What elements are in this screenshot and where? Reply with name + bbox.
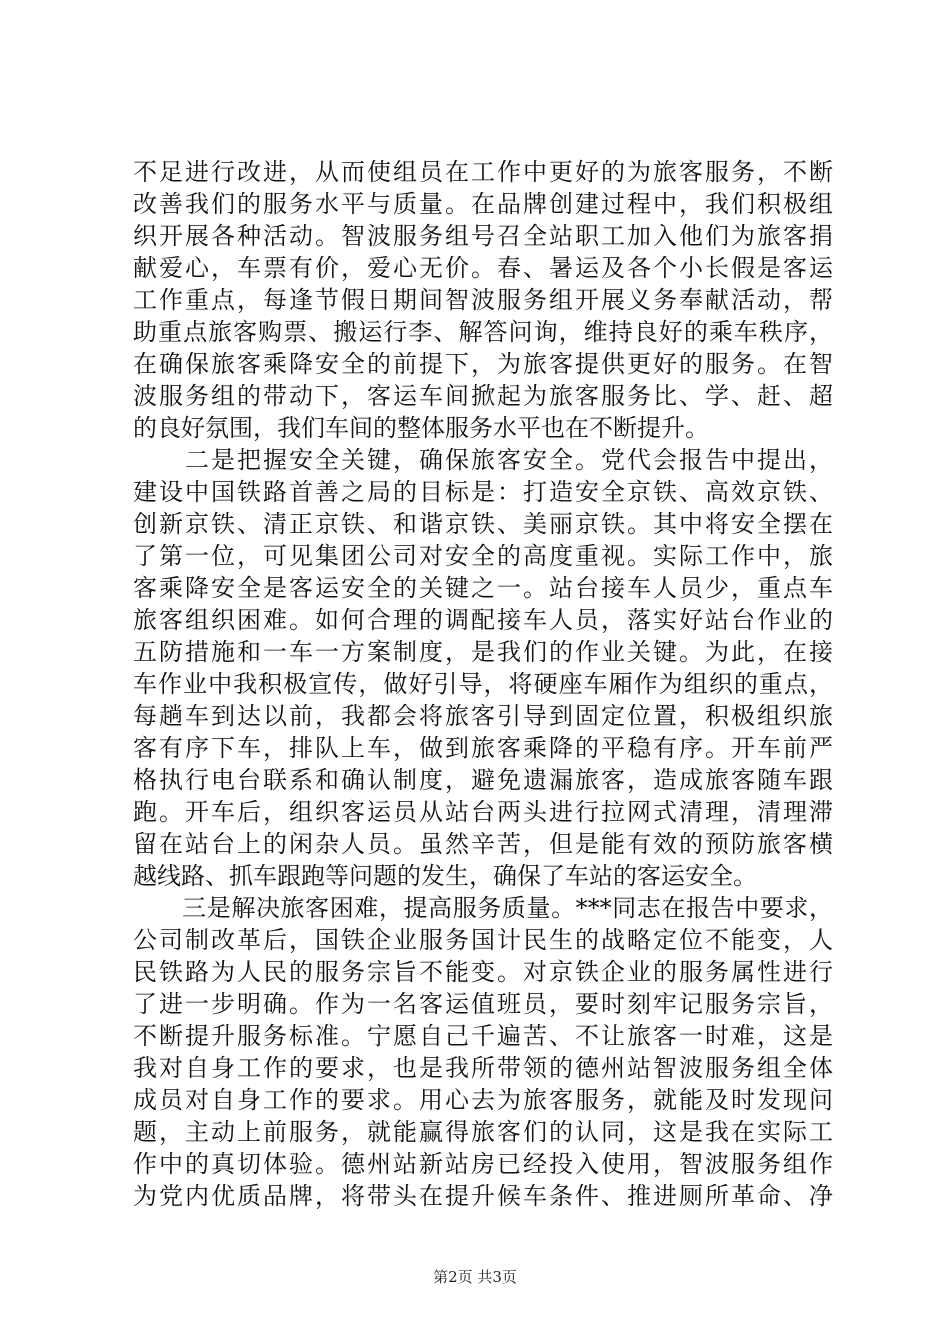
text-line: 创新京铁、清正京铁、和谐京铁、美丽京铁。其中将安全摆在 (133, 510, 833, 538)
text-line: 波服务组的带动下，客运车间掀起为旅客服务比、学、赶、超 (133, 382, 833, 410)
body-text (133, 156, 833, 1212)
text-line: 旅客组织困难。如何合理的调配接车人员，落实好站台作业的 (133, 606, 833, 634)
text-line: 五防措施和一车一方案制度，是我们的作业关键。为此，在接 (133, 638, 833, 666)
text-line: 客有序下车，排队上车，做到旅客乘降的平稳有序。开车前严 (133, 734, 833, 762)
text-line: 在确保旅客乘降安全的前提下，为旅客提供更好的服务。在智 (133, 350, 833, 378)
text-line: 作中的真切体验。德州站新站房已经投入使用，智波服务组作 (133, 1150, 833, 1178)
text-line: 民铁路为人民的服务宗旨不能变。对京铁企业的服务属性进行 (133, 958, 833, 986)
text-line: 格执行电台联系和确认制度，避免遗漏旅客，造成旅客随车跟 (133, 766, 833, 794)
text-line: 成员对自身工作的要求。用心去为旅客服务，就能及时发现问 (133, 1086, 833, 1114)
text-line: 留在站台上的闲杂人员。虽然辛苦，但是能有效的预防旅客横 (133, 830, 833, 858)
text-line: 的良好氛围，我们车间的整体服务水平也在不断提升。 (133, 414, 709, 442)
text-line: 每趟车到达以前，我都会将旅客引导到固定位置，积极组织旅 (133, 702, 833, 730)
text-line: 越线路、抓车跟跑等问题的发生，确保了车站的客运安全。 (133, 862, 757, 890)
text-line: 献爱心，车票有价，爱心无价。春、暑运及各个小长假是客运 (133, 254, 833, 282)
text-line: 三是解决旅客困难，提高服务质量。***同志在报告中要求， (133, 894, 833, 922)
text-line: 改善我们的服务水平与质量。在品牌创建过程中，我们积极组 (133, 190, 833, 218)
text-line: 二是把握安全关键，确保旅客安全。党代会报告中提出， (133, 446, 833, 474)
text-line: 跑。开车后，组织客运员从站台两头进行拉网式清理，清理滞 (133, 798, 833, 826)
text-line: 公司制改革后，国铁企业服务国计民生的战略定位不能变，人 (133, 926, 833, 954)
text-line: 了第一位，可见集团公司对安全的高度重视。实际工作中，旅 (133, 542, 833, 570)
text-line: 助重点旅客购票、搬运行李、解答问询，维持良好的乘车秩序， (133, 318, 833, 346)
text-line: 题，主动上前服务，就能赢得旅客们的认同，这是我在实际工 (133, 1118, 833, 1146)
text-line: 我对自身工作的要求，也是我所带领的德州站智波服务组全体 (133, 1054, 833, 1082)
text-line: 了进一步明确。作为一名客运值班员，要时刻牢记服务宗旨， (133, 990, 833, 1018)
text-line: 不足进行改进，从而使组员在工作中更好的为旅客服务，不断 (133, 158, 833, 186)
text-line: 织开展各种活动。智波服务组号召全站职工加入他们为旅客捐 (133, 222, 833, 250)
page-footer: 第2页 共3页 (433, 1268, 517, 1286)
text-line: 车作业中我积极宣传，做好引导，将硬座车厢作为组织的重点， (133, 670, 833, 698)
text-line: 为党内优质品牌，将带头在提升候车条件、推进厕所革命、净 (133, 1182, 833, 1210)
text-line: 建设中国铁路首善之局的目标是：打造安全京铁、高效京铁、 (133, 478, 833, 506)
text-line: 不断提升服务标准。宁愿自己千遍苦、不让旅客一时难，这是 (133, 1022, 833, 1050)
text-line: 工作重点，每逢节假日期间智波服务组开展义务奉献活动，帮 (133, 286, 833, 314)
text-line: 客乘降安全是客运安全的关键之一。站台接车人员少，重点车 (133, 574, 833, 602)
